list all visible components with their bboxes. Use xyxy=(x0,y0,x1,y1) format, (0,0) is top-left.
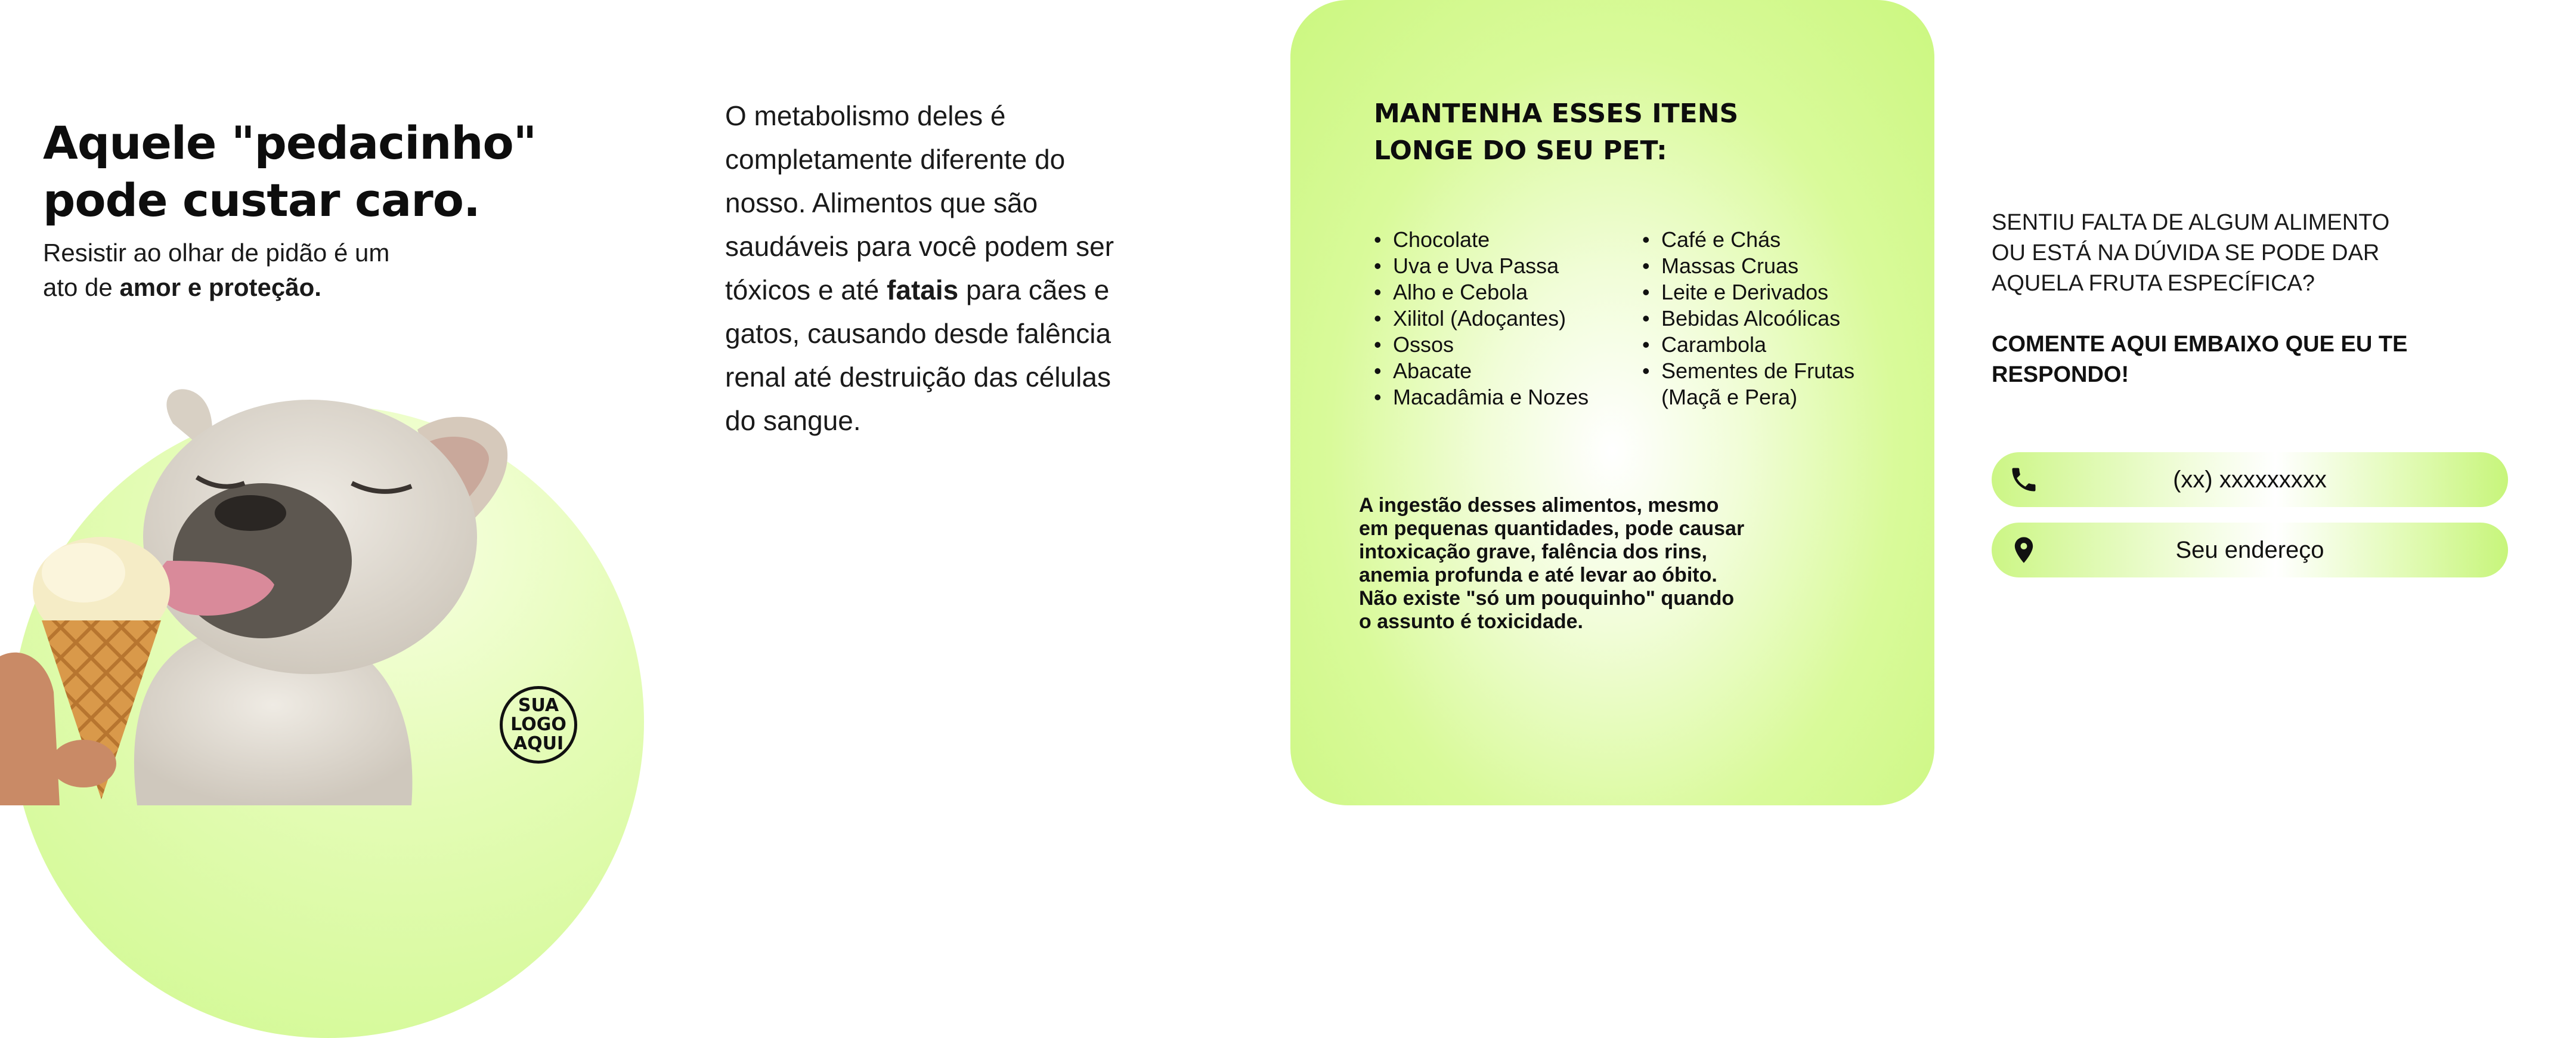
paragraph-bold: fatais xyxy=(887,274,959,305)
warning-line: em pequenas quantidades, pode causar xyxy=(1359,517,1745,540)
headline xyxy=(43,115,639,229)
logo-placeholder xyxy=(500,686,577,764)
toxic-foods-list-right xyxy=(1642,227,1905,410)
address-contact[interactable] xyxy=(1992,523,2508,577)
headline-line-1: Aquele "pedacinho" xyxy=(43,116,537,169)
list-item: • Uva e Uva Passa xyxy=(1374,253,1636,279)
list-item: • Carambola xyxy=(1642,332,1905,358)
paragraph-line: completamente diferente do xyxy=(725,144,1066,175)
subheadline-bold: amor e proteção. xyxy=(119,273,321,301)
warning-line: intoxicação grave, falência dos rins, xyxy=(1359,540,1707,563)
paragraph-line: saudáveis para você podem ser xyxy=(725,231,1114,262)
subheadline-line-2 xyxy=(43,270,496,305)
headline-line-2: pode custar caro. xyxy=(43,174,480,227)
list-item: • Chocolate xyxy=(1374,227,1636,253)
warning-line: A ingestão desses alimentos, mesmo xyxy=(1359,494,1719,517)
card-title xyxy=(1374,95,1827,169)
address-text: Seu endereço xyxy=(2175,536,2324,563)
metabolism-paragraph xyxy=(725,94,1178,443)
logo-line-1: SUA xyxy=(518,695,559,716)
list-item: • Ossos xyxy=(1374,332,1636,358)
toxic-foods-card xyxy=(1290,0,1934,805)
paragraph-line-pre: tóxicos e até xyxy=(725,274,887,305)
list-item-continuation: (Maçã e Pera) xyxy=(1661,385,1798,409)
subheadline-line-2-pre: ato de xyxy=(43,273,120,301)
subheadline xyxy=(43,236,496,305)
list-item: • Macadâmia e Nozes xyxy=(1374,384,1636,410)
phone-icon xyxy=(2008,464,2039,495)
subheadline-line-1: Resistir ao olhar de pidão é um xyxy=(43,239,390,267)
list-item: • Café e Chás xyxy=(1642,227,1905,253)
card-title-line-1: MANTENHA ESSES ITENS xyxy=(1374,98,1739,129)
list-item: • Massas Cruas xyxy=(1642,253,1905,279)
paragraph-line: renal até destruição das células xyxy=(725,362,1111,393)
phone-number: (xx) xxxxxxxxx xyxy=(2173,466,2327,493)
cta-line: COMENTE AQUI EMBAIXO QUE EU TE xyxy=(1992,332,2408,357)
paragraph-line: gatos, causando desde falência xyxy=(725,318,1111,349)
warning-line: Não existe "só um pouquinho" quando xyxy=(1359,587,1735,610)
question-line: SENTIU FALTA DE ALGUM ALIMENTO xyxy=(1992,210,2390,235)
cta-line: RESPONDO! xyxy=(1992,362,2129,387)
list-item: • Leite e Derivados xyxy=(1642,279,1905,305)
call-to-action xyxy=(1992,329,2516,390)
question-line: AQUELA FRUTA ESPECÍFICA? xyxy=(1992,271,2315,296)
list-item: • Sementes de Frutas xyxy=(1642,358,1905,384)
list-item: • Abacate xyxy=(1374,358,1636,384)
phone-contact[interactable] xyxy=(1992,452,2508,507)
list-item: • Bebidas Alcoólicas xyxy=(1642,305,1905,332)
paragraph-line-post: para cães e xyxy=(958,274,1110,305)
paragraph-line xyxy=(725,268,1178,312)
paragraph-line: O metabolismo deles é xyxy=(725,100,1006,131)
logo-line-3: AQUI xyxy=(513,733,564,754)
toxic-foods-list-left xyxy=(1374,227,1636,410)
location-pin-icon xyxy=(2008,535,2039,566)
warning-line: anemia profunda e até levar ao óbito. xyxy=(1359,564,1717,586)
card-title-line-2: LONGE DO SEU PET: xyxy=(1374,135,1667,166)
list-item: • Alho e Cebola xyxy=(1374,279,1636,305)
warning-line: o assunto é toxicidade. xyxy=(1359,610,1583,633)
paragraph-line: do sangue. xyxy=(725,405,861,436)
question-text xyxy=(1992,208,2516,299)
toxicity-warning xyxy=(1359,494,1800,634)
question-line: OU ESTÁ NA DÚVIDA SE PODE DAR xyxy=(1992,240,2380,265)
logo-line-2: LOGO xyxy=(510,714,566,735)
paragraph-line: nosso. Alimentos que são xyxy=(725,187,1038,218)
list-item: • Xilitol (Adoçantes) xyxy=(1374,305,1636,332)
